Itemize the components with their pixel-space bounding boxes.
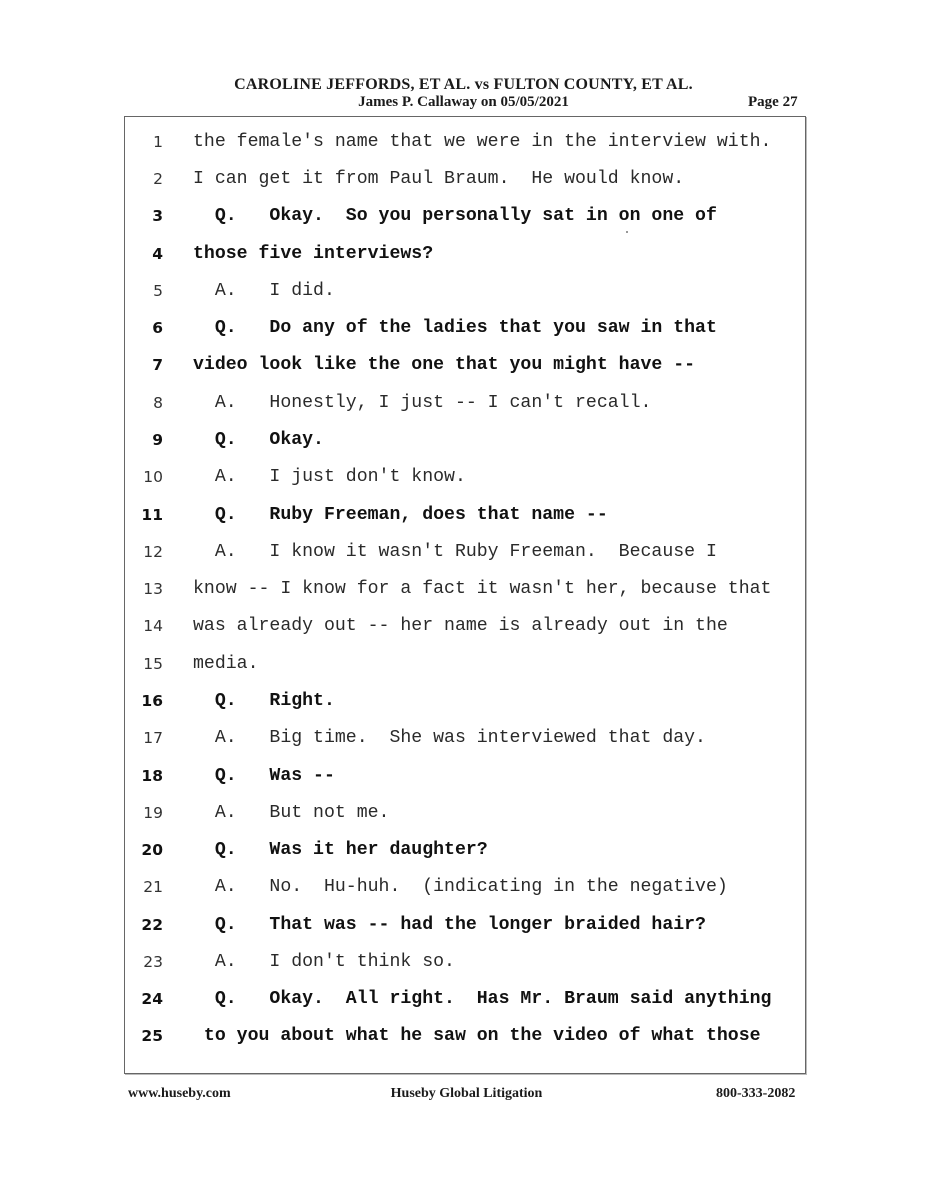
- transcript-line: [125, 984, 805, 1014]
- line-number: 20: [141, 841, 163, 859]
- transcript-line: [125, 1021, 805, 1051]
- footer-website: www.huseby.com: [128, 1086, 231, 1101]
- line-text: A. Big time. She was interviewed that day.: [193, 728, 706, 748]
- line-text: Q. Okay.: [193, 430, 324, 450]
- line-number: 22: [141, 916, 163, 934]
- line-number: 1: [153, 133, 163, 151]
- page-number: Page 27: [748, 94, 798, 110]
- line-number: 25: [141, 1027, 163, 1045]
- line-text: Q. Right.: [193, 691, 335, 711]
- line-number: 24: [141, 990, 163, 1008]
- transcript-frame: [124, 116, 806, 1074]
- transcript-line: [125, 537, 805, 567]
- line-number: 13: [143, 580, 163, 598]
- line-number: 8: [153, 394, 163, 412]
- line-number: 5: [153, 282, 163, 300]
- line-text: A. I just don't know.: [193, 467, 466, 487]
- line-text: Q. Ruby Freeman, does that name --: [193, 505, 608, 525]
- transcript-line: [125, 313, 805, 343]
- line-number: 21: [143, 878, 163, 896]
- line-number: 2: [153, 170, 163, 188]
- transcript-line: [125, 164, 805, 194]
- line-text: A. But not me.: [193, 803, 390, 823]
- transcript-line: [125, 574, 805, 604]
- line-text: Q. Was it her daughter?: [193, 840, 488, 860]
- transcript-line: [125, 388, 805, 418]
- line-text: A. I know it wasn't Ruby Freeman. Because I: [193, 542, 717, 562]
- line-text: the female's name that we were in the interview with.: [193, 132, 772, 152]
- line-number: 17: [143, 729, 163, 747]
- line-text: was already out -- her name is already out in the: [193, 616, 728, 636]
- footer-phone: 800-333-2082: [716, 1086, 796, 1101]
- transcript-line: [125, 201, 805, 231]
- transcript-line: [125, 835, 805, 865]
- transcript-line: [125, 462, 805, 492]
- transcript-line: [125, 910, 805, 940]
- line-text: Q. Okay. All right. Has Mr. Braum said anything: [193, 989, 772, 1009]
- line-number: 7: [152, 356, 163, 374]
- line-number: 4: [152, 245, 163, 263]
- line-number: 18: [141, 767, 163, 785]
- line-number: 10: [143, 468, 163, 486]
- footer-company: Huseby Global Litigation: [390, 1086, 543, 1101]
- line-text: Q. Was --: [193, 766, 335, 786]
- line-text: media.: [193, 654, 259, 674]
- line-number: 6: [152, 319, 163, 337]
- transcript-line: [125, 947, 805, 977]
- line-number: 15: [143, 655, 163, 673]
- transcript-line: [125, 649, 805, 679]
- transcript-line: [125, 239, 805, 269]
- transcript-line: [125, 872, 805, 902]
- line-text: A. No. Hu-huh. (indicating in the negative): [193, 877, 728, 897]
- line-number: 19: [143, 804, 163, 822]
- line-number: 12: [143, 543, 163, 561]
- transcript-line: [125, 723, 805, 753]
- transcript-line: [125, 761, 805, 791]
- line-text: Q. That was -- had the longer braided hair?: [193, 915, 706, 935]
- transcript-line: [125, 686, 805, 716]
- transcript-line: [125, 425, 805, 455]
- line-text: those five interviews?: [193, 244, 434, 264]
- case-title: CAROLINE JEFFORDS, ET AL. vs FULTON COUNTY, ET AL.: [234, 76, 693, 93]
- line-text: Q. Do any of the ladies that you saw in that: [193, 318, 717, 338]
- line-number: 9: [152, 431, 163, 449]
- transcript-line: [125, 350, 805, 380]
- line-number: 3: [152, 207, 163, 225]
- line-text: video look like the one that you might have --: [193, 355, 696, 375]
- line-text: A. I did.: [193, 281, 335, 301]
- line-number: 11: [141, 506, 163, 524]
- line-text: know -- I know for a fact it wasn't her, because that: [193, 579, 772, 599]
- transcript-line: [125, 798, 805, 828]
- transcript-line: [125, 276, 805, 306]
- line-text: A. Honestly, I just -- I can't recall.: [193, 393, 652, 413]
- transcript-line: [125, 611, 805, 641]
- transcript-line: [125, 500, 805, 530]
- transcript-line: [125, 127, 805, 157]
- line-text: I can get it from Paul Braum. He would know.: [193, 169, 685, 189]
- scan-speck: [626, 231, 628, 233]
- witness-date: James P. Callaway on 05/05/2021: [358, 94, 569, 110]
- line-number: 23: [143, 953, 163, 971]
- line-text: Q. Okay. So you personally sat in on one of: [193, 206, 717, 226]
- line-text: A. I don't think so.: [193, 952, 455, 972]
- line-text: to you about what he saw on the video of what those: [193, 1026, 761, 1046]
- line-number: 14: [143, 617, 163, 635]
- line-number: 16: [141, 692, 163, 710]
